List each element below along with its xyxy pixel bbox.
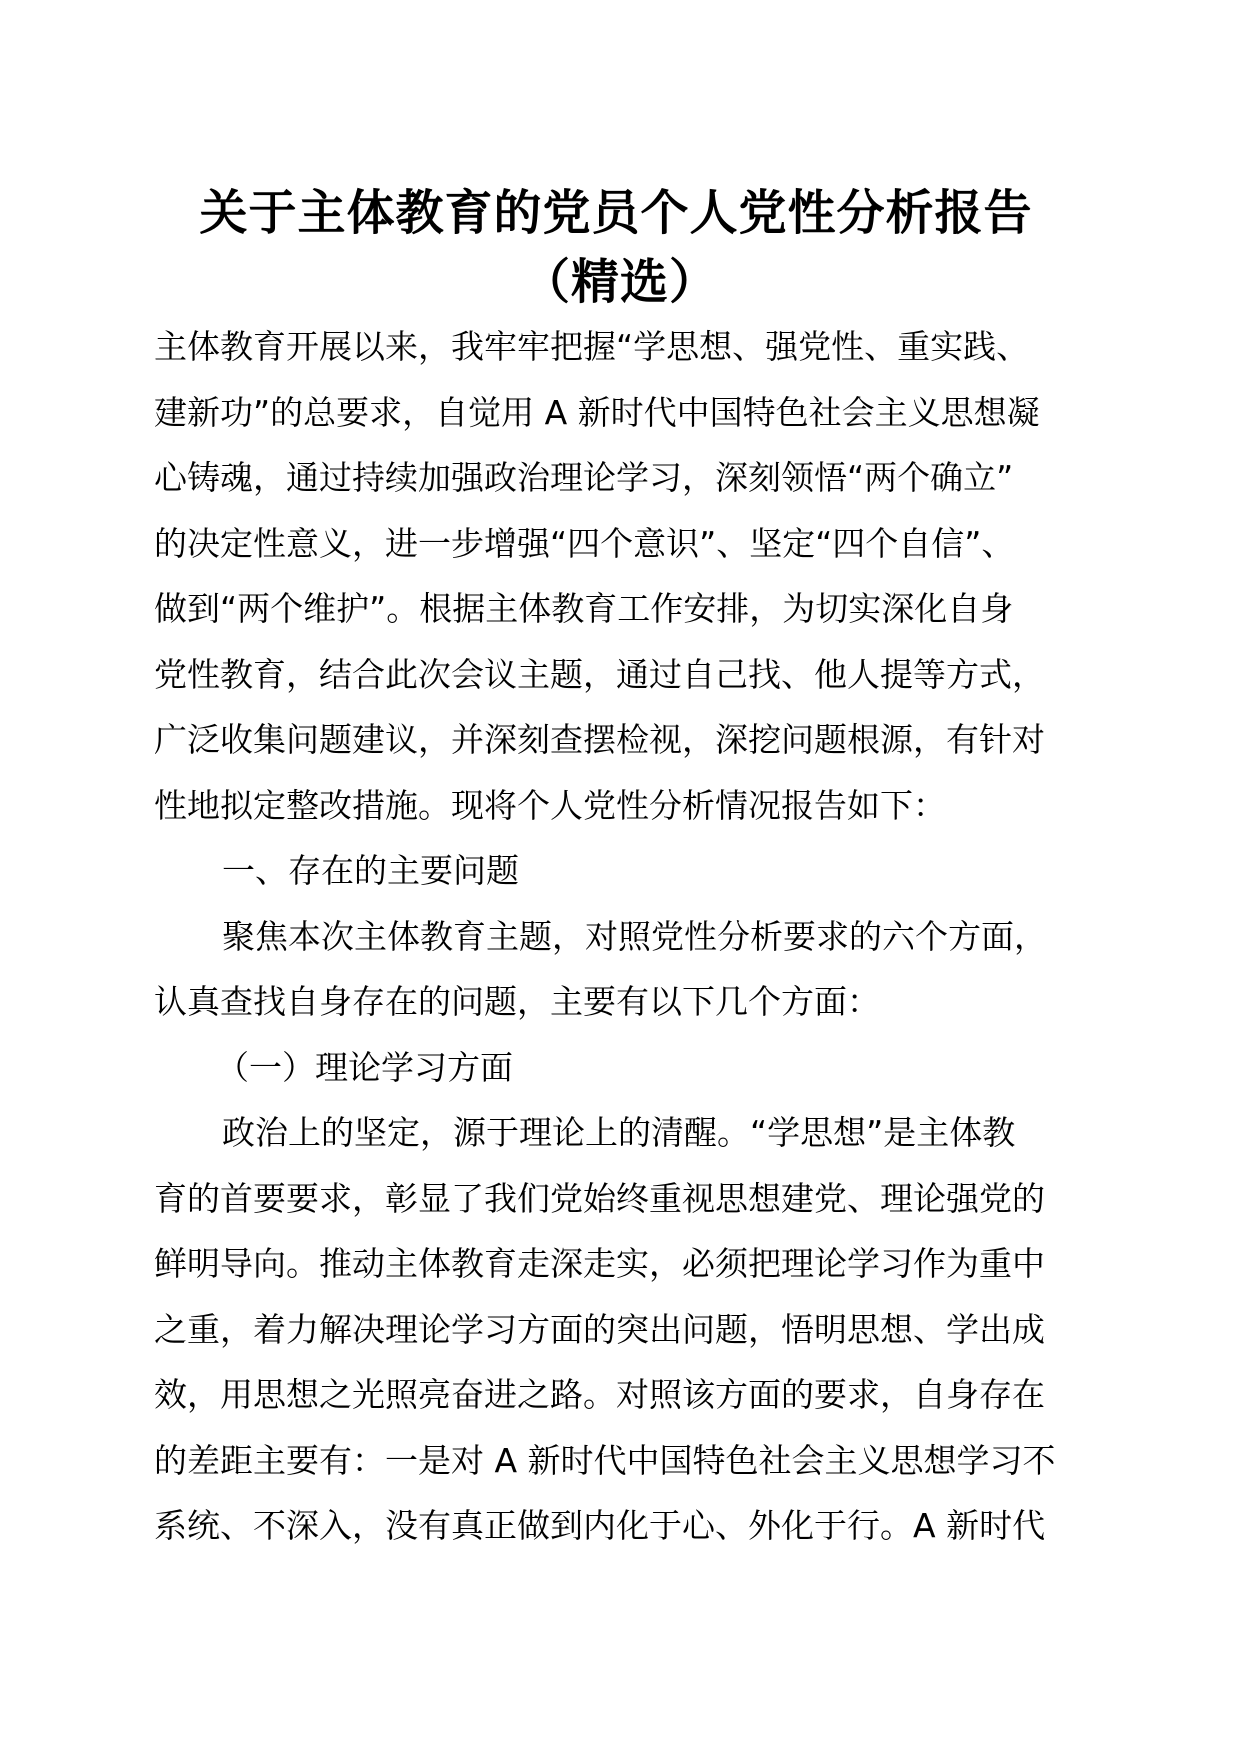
paragraph-line: 党性教育，结合此次会议主题，通过自己找、他人提等方式， — [154, 654, 1045, 694]
section-heading: 一、存在的主要问题 — [222, 851, 519, 890]
document-body — [154, 314, 1114, 1559]
paragraph-line: 做到“两个维护”。根据主体教育工作安排，为切实深化自身 — [154, 589, 1014, 628]
paragraph-line: 效，用思想之光照亮奋进之路。对照该方面的要求，自身存在 — [154, 1375, 1045, 1414]
document-title: 关于主体教育的党员个人党性分析报告 — [199, 185, 1033, 241]
paragraph-line: 聚焦本次主体教育主题，对照党性分析要求的六个方面， — [222, 916, 1047, 956]
paragraph-line: 广泛收集问题建议，并深刻查摆检视，深挖问题根源，有针对 — [154, 720, 1045, 759]
paragraph-line: 鲜明导向。推动主体教育走深走实，必须把理论学习作为重中 — [154, 1244, 1045, 1283]
paragraph-line: 育的首要要求，彰显了我们党始终重视思想建党、理论强党的 — [154, 1178, 1045, 1218]
paragraph-line: 政治上的坚定，源于理论上的清醒。“学思想”是主体教 — [222, 1113, 1016, 1152]
paragraph-line: 的差距主要有：一是对 A 新时代中国特色社会主义思想学习不 — [154, 1440, 1056, 1480]
paragraph-line: 建新功”的总要求，自觉用 A 新时代中国特色社会主义思想凝 — [154, 392, 1040, 432]
paragraph-line: 系统、不深入，没有真正做到内化于心、外化于行。A 新时代 — [154, 1506, 1046, 1545]
paragraph-line: 的决定性意义，进一步增强“四个意识”、坚定“四个自信”、 — [154, 523, 1015, 563]
paragraph-line: 性地拟定整改措施。现将个人党性分析情况报告如下： — [154, 785, 946, 825]
document-subtitle: （精选） — [521, 254, 718, 310]
paragraph-line: 主体教育开展以来，我牢牢把握“学思想、强党性、重实践、 — [154, 327, 1030, 366]
subsection-heading: （一）理论学习方面 — [216, 1047, 513, 1087]
paragraph-line: 认真查找自身存在的问题，主要有以下几个方面： — [154, 982, 880, 1021]
paragraph-line: 心铸魂，通过持续加强政治理论学习，深刻领悟“两个确立” — [154, 458, 1014, 497]
paragraph-line: 之重，着力解决理论学习方面的突出问题，悟明思想、学出成 — [154, 1309, 1045, 1349]
